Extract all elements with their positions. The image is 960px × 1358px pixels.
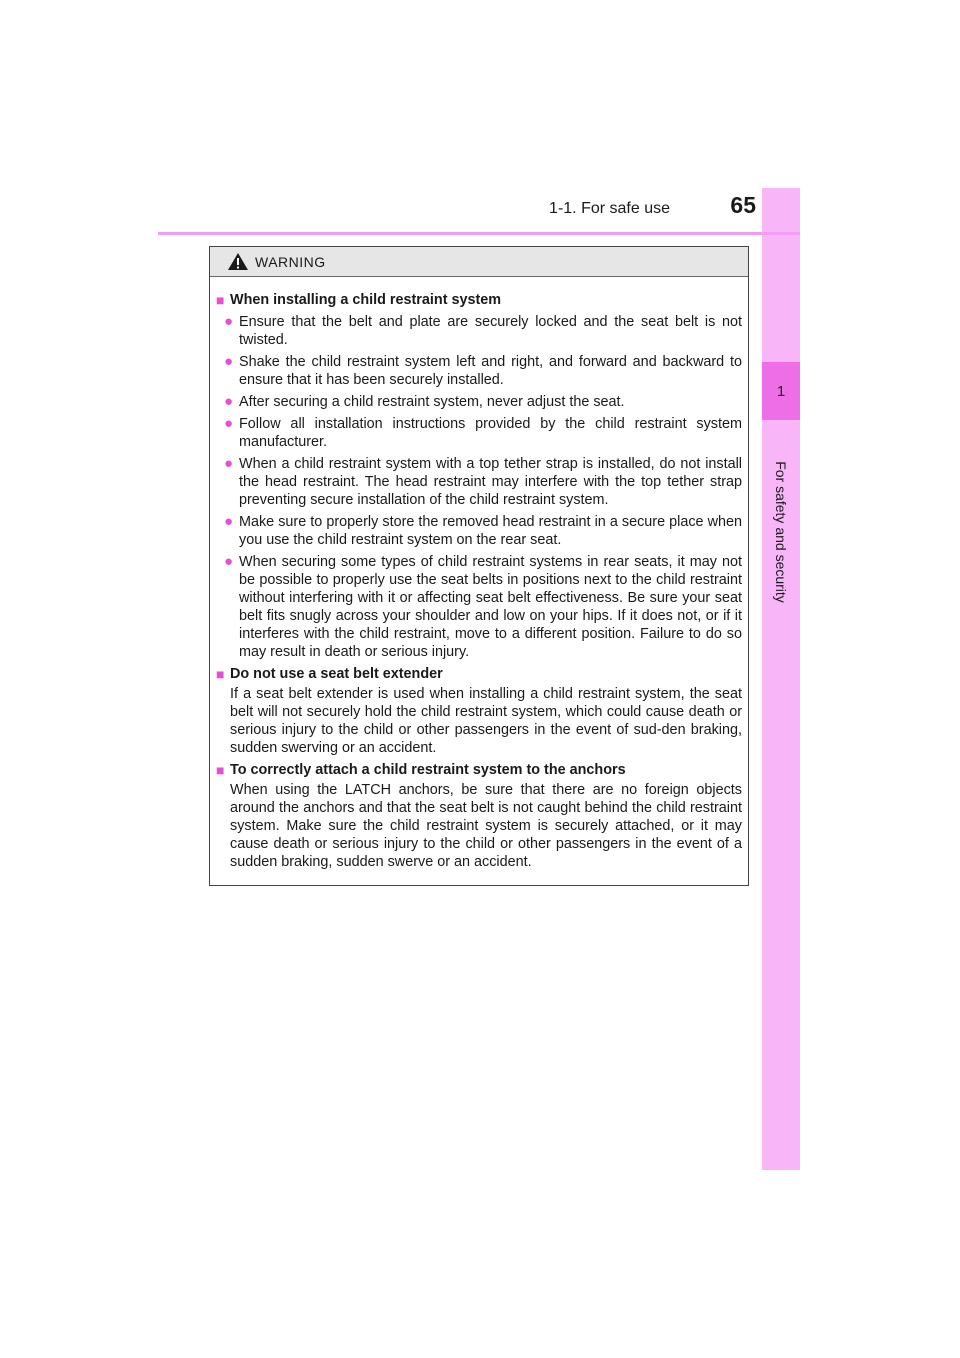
circle-bullet-icon: ● [224, 455, 234, 472]
square-bullet-icon: ■ [216, 292, 225, 308]
warning-box [209, 246, 749, 886]
circle-bullet-icon: ● [224, 393, 234, 410]
chapter-label: For safety and security [773, 461, 789, 603]
list-item [224, 353, 742, 389]
circle-bullet-icon: ● [224, 415, 234, 432]
list-item-text: When securing some types of child restraint systems in rear seats, it may not be possible to properly use the seat belts in positions next to the child restraint without interfering with it or affecting seat belt effectiveness. Be sure your seat belt fits snugly across your shoulder and low on your hips. If it does not, or if it interferes with the child restraint, move to a different position. Failure to do so may result in death or serious injury. [239, 554, 742, 660]
page-number: 65 [730, 192, 756, 218]
circle-bullet-icon: ● [224, 513, 234, 530]
chapter-side-tab [762, 188, 800, 1170]
square-bullet-icon: ■ [216, 666, 225, 682]
section-heading-text: Do not use a seat belt extender [230, 666, 443, 682]
section-heading-text: When installing a child restraint system [230, 292, 502, 308]
warning-triangle-icon [227, 252, 249, 271]
circle-bullet-icon: ● [224, 553, 234, 570]
list-item [224, 455, 742, 509]
header-rule [158, 232, 762, 235]
section-heading [216, 761, 742, 779]
chapter-number: 1 [776, 382, 786, 400]
list-item-text: Make sure to properly store the removed head restraint in a secure place when you use the child restraint system on the rear seat. [239, 514, 742, 548]
tab-rule [762, 232, 800, 235]
warning-title: WARNING [255, 253, 326, 270]
list-item [224, 313, 742, 349]
section-paragraph: When using the LATCH anchors, be sure that there are no foreign objects around the anchors and that the seat belt is not caught behind the child restraint system. Make sure the child restraint system is securely attached, or it may cause death or serious injury to the child or other passengers in the event of a sudden braking, sudden swerve or an accident. [230, 782, 742, 870]
warning-header [210, 247, 748, 277]
section-heading-text: To correctly attach a child restraint system to the anchors [230, 762, 626, 778]
section-paragraph: If a seat belt extender is used when installing a child restraint system, the seat belt will not securely hold the child restraint system, which could cause death or serious injury to the child or other passengers in the event of sud-den braking, sudden swerving or an accident. [230, 686, 742, 756]
list-item-text: When a child restraint system with a top tether strap is installed, do not install the head restraint. The head restraint may interfere with the top tether strap preventing secure installation of the child restraint system. [239, 456, 742, 508]
list-item-text: Follow all installation instructions provided by the child restraint system manufacturer. [239, 416, 742, 450]
list-item [224, 393, 742, 411]
list-item-text: After securing a child restraint system, never adjust the seat. [239, 394, 625, 410]
square-bullet-icon: ■ [216, 762, 225, 778]
chapter-marker [762, 362, 800, 420]
list-item [224, 415, 742, 451]
circle-bullet-icon: ● [224, 353, 234, 370]
list-item-text: Ensure that the belt and plate are securely locked and the seat belt is not twisted. [239, 314, 742, 348]
list-item-text: Shake the child restraint system left and right, and forward and backward to ensure that it has been securely installed. [239, 354, 742, 388]
section-heading [216, 665, 742, 683]
list-item [224, 513, 742, 549]
circle-bullet-icon: ● [224, 313, 234, 330]
warning-content [210, 277, 748, 871]
section-heading [216, 291, 742, 309]
list-item [224, 553, 742, 661]
section-title: 1-1. For safe use [549, 200, 670, 217]
